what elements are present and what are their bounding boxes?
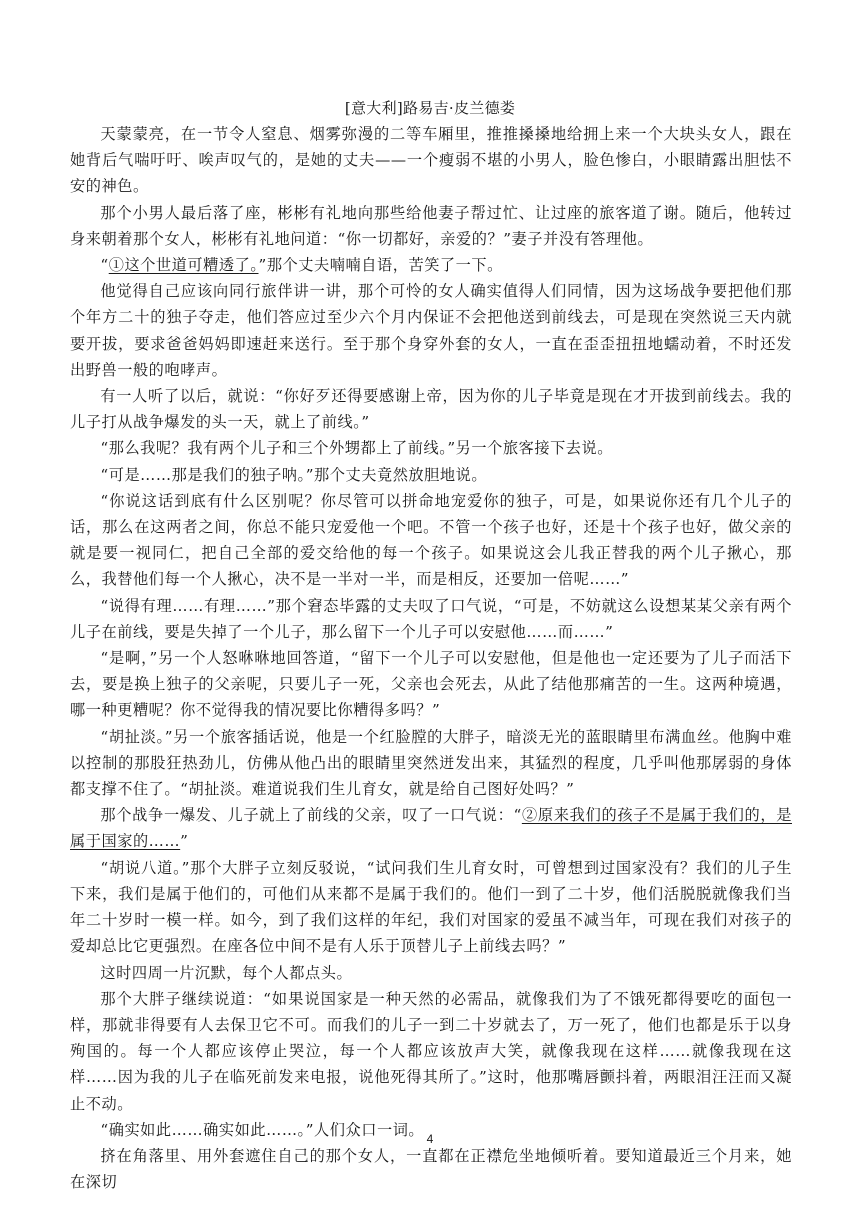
paragraph: 有一人听了以后，就说：“你好歹还得要感谢上帝，因为你的儿子毕竟是现在才开拔到前线去。我的儿子打从战争爆发的头一天，就上了前线。” [70,387,792,432]
paragraph: 那个小男人最后落了座，彬彬有礼地向那些给他妻子帮过忙、让过座的旅客道了谢。随后，他转过身来朝着那个女人，彬彬有礼地问道：“你一切都好，亲爱的？”妻子并没有答理他。 [70,203,792,248]
paragraph: 这时四周一片沉默，每个人都点头。 [100,963,353,982]
paragraph-text: ”那个丈夫喃喃自语，苦笑了一下。 [258,256,503,275]
story-text [70,121,792,1195]
paragraph: 他觉得自己应该向同行旅伴讲一讲，那个可怜的女人确实值得人们同情，因为这场战争要把他们那个年方二十的独子夺走，他们答应过至少六个月内保证不会把他送到前线去，可是现在突然说三天内就要开拔，要求爸爸妈妈即速赶来送行。至于那个身穿外套的女人，一直在歪歪扭扭地蠕动着，不时还发出野兽一般的咆哮声。 [70,282,792,379]
paragraph: “可是……那是我们的独子呐。”那个丈夫竟然放胆地说。 [100,465,488,484]
paragraph-text: “ [100,256,109,275]
paragraph: 挤在角落里、用外套遮住自己的那个女人，一直都在正襟危坐地倾听着。要知道最近三个月来，她在深切 [70,1146,792,1192]
paragraph: “确实如此……确实如此……。”人们众口一词。 [100,1120,425,1139]
page-number: 4 [426,1132,434,1146]
paragraph: 天蒙蒙亮，在一节令人窒息、烟雾弥漫的二等车厢里，推推搡搡地给拥上来一个大块头女人，跟在她背后气喘吁吁、唉声叹气的，是她的丈夫——一个瘦弱不堪的小男人，脸色惨白，小眼睛露出胆怯不安的神色。 [70,125,792,196]
underlined-sentence-2: ②原来我们的孩子不是属于我们的，是属于国家的…… [70,806,792,851]
paragraph: “你说这话到底有什么区别呢？你尽管可以拼命地宠爱你的独子，可是，如果说你还有几个儿子的话，那么在这两者之间，你总不能只宠爱他一个吧。不管一个孩子也好，还是十个孩子也好，做父亲的就是要一视同仁，把自己全部的爱交给他的每一个孩子。如果说这会儿我正替我的两个儿子揪心，那么，我替他们每一个人揪心，决不是一半对一半，而是相反，还要加一倍呢……” [70,491,792,589]
paragraph [70,252,792,278]
paragraph [70,802,792,854]
paragraph: “说得有理……有理……”那个窘态毕露的丈夫叹了口气说，“可是，不妨就这么设想某某父亲有两个儿子在前线，要是失掉了一个儿子，那么留下一个儿子可以安慰他……而……” [70,596,792,641]
paragraph: 那个大胖子继续说道：“如果说国家是一种天然的必需品，就像我们为了不饿死都得要吃的面包一样，那就非得要有人去保卫它不可。而我们的儿子一到二十岁就去了，万一死了，他们也都是乐于以身殉国的。每一个人都应该停止哭泣，每一个人都应该放声大笑，就像我现在这样……就像我现在这样……因为我的儿子在临死前发来电报，说他死得其所了。”这时，他那嘴唇颤抖着，两眼泪汪汪而又凝止不动。 [70,989,792,1113]
paragraph: “胡扯淡。”另一个旅客插话说，他是一个红脸膛的大胖子，暗淡无光的蓝眼睛里布满血丝。他胸中难以控制的那股狂热劲儿，仿佛从他凸出的眼睛里突然迸发出来，其猛烈的程度，几乎叫他那孱弱的身体都支撑不住了。“胡扯淡。难道说我们生儿育女，就是给自己图好处吗？” [70,727,792,799]
paragraph-text: 那个战争一爆发、儿子就上了前线的父亲，叹了一口气说：“ [100,806,522,825]
paragraph-text: ” [180,832,189,851]
author-byline: [意大利]路易吉·皮兰德娄 [344,99,516,117]
paragraph: “胡说八道。”那个大胖子立刻反驳说，“试问我们生儿育女时，可曾想到过国家没有？我们的儿子生下来，我们是属于他们的，可他们从来都不是属于我们的。他们一到了二十岁，他们活脱脱就像我们当年二十岁时一模一样。如今，到了我们这样的年纪，我们对国家的爱虽不减当年，可现在我们对孩子的爱却总比它更强烈。在座各位中间不是有人乐于顶替儿子上前线去吗？” [70,858,792,956]
paragraph: “是啊，”另一个人怒咻咻地回答道，“留下一个儿子可以安慰他，但是他也一定还要为了儿子而活下去，要是换上独子的父亲呢，只要儿子一死，父亲也会死去，从此了结他那痛苦的一生。这两种境遇，哪一种更糟呢？你不觉得我的情况要比你糟得多吗？” [70,649,792,720]
underlined-sentence-1: ①这个世道可糟透了。 [108,256,259,275]
paragraph: “那么我呢？我有两个儿子和三个外甥都上了前线。”另一个旅客接下去说。 [100,439,614,458]
